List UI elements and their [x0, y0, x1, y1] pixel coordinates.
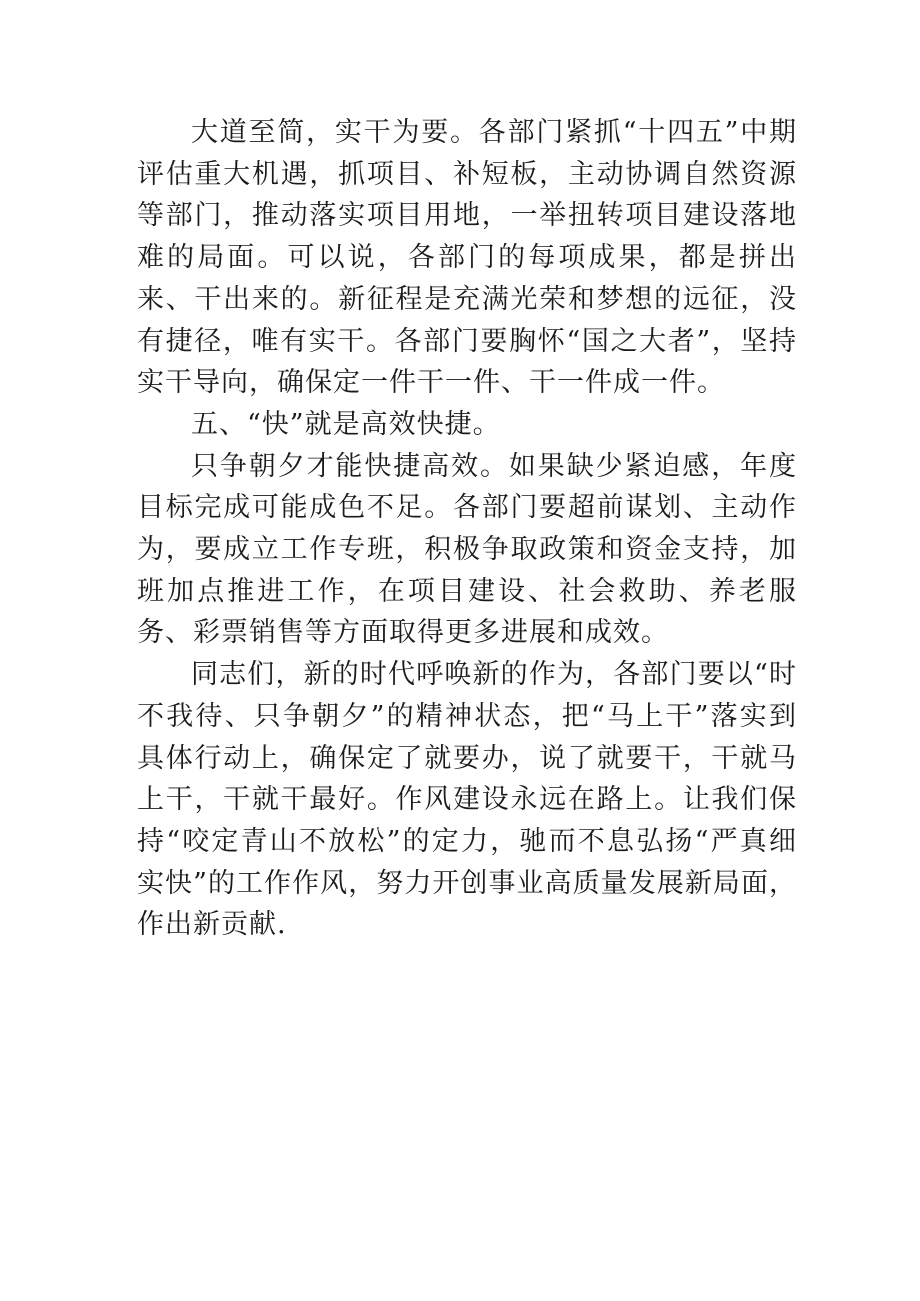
document-body	[137, 112, 797, 946]
section-heading-five-fast: 五、“快”就是高效快捷。	[191, 408, 501, 440]
paragraph-efficiency: 只争朝夕才能快捷高效。如果缺少紧迫感，年度目标完成可能成色不足。各部门要超前谋划、主动作为，要成立工作专班，积极争取政策和资金支持，加班加点推进工作，在项目建设、社会救助、养老服务、彩票销售等方面取得更多进展和成效。	[137, 450, 797, 649]
paragraph-practical-work: 大道至简，实干为要。各部门紧抓“十四五”中期评估重大机遇，抓项目、补短板，主动协调自然资源等部门，推动落实项目用地，一举扭转项目建设落地难的局面。可以说，各部门的每项成果，都是拼出来、干出来的。新征程是充满光荣和梦想的远征，没有捷径，唯有实干。各部门要胸怀“国之大者”，坚持实干导向，确保定一件干一件、干一件成一件。	[137, 117, 797, 399]
paragraph-conclusion: 同志们，新的时代呼唤新的作为，各部门要以“时不我待、只争朝夕”的精神状态，把“马上干”落实到具体行动上，确保定了就要办，说了就要干，干就马上干，干就干最好。作风建设永远在路上。让我们保持“咬定青山不放松”的定力，驰而不息弘扬“严真细实快”的工作作风，努力开创事业高质量发展新局面，作出新贡献.	[137, 659, 797, 941]
